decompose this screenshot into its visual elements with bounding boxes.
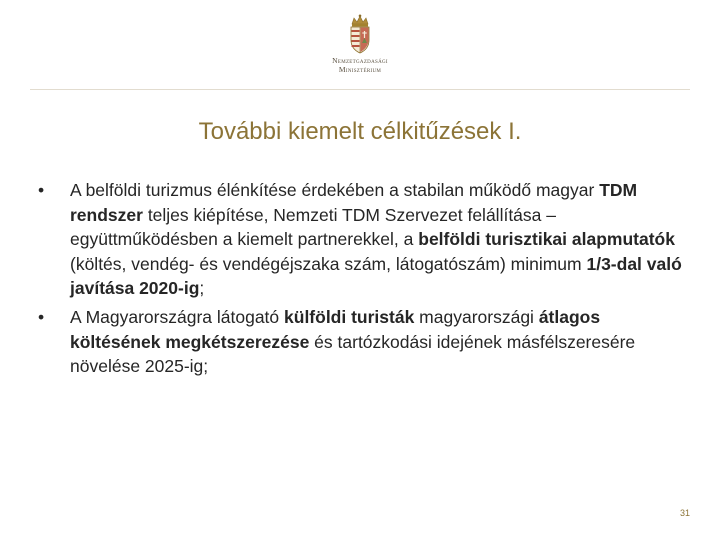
text-segment: ;: [199, 278, 205, 299]
bullet-item: [38, 305, 688, 379]
slide-title: További kiemelt célkitűzések I.: [198, 118, 522, 145]
bold-text-segment: belföldi turisztikai alapmutatók: [418, 229, 675, 250]
text-segment: A Magyarországra látogató: [70, 306, 285, 327]
bold-text-segment: átlagos költésének megkétszerezése: [70, 306, 601, 352]
page-number: 31: [679, 508, 690, 518]
ministry-logo: [316, 14, 404, 88]
text-segment: (költés, vendég- és vendégéjszaka szám, látogatószám) minimum: [70, 253, 587, 274]
text-segment: magyarországi: [414, 306, 539, 327]
bullet-text: [70, 307, 635, 376]
text-segment: és tartózkodási idejének másfélszeresére növelése 2025-ig;: [70, 331, 636, 377]
bullet-item: [38, 178, 688, 301]
text-segment: A belföldi turizmus élénkítése érdekében a stabilan működő magyar: [70, 180, 600, 200]
bold-text-segment: TDM rendszer: [70, 180, 638, 225]
logo-line-1: Nemzetgazdasági: [332, 56, 388, 65]
bullet-text: [70, 180, 682, 298]
logo-line-2: Minisztérium: [338, 65, 382, 74]
header-divider: [30, 89, 690, 90]
slide-header: [0, 0, 720, 90]
bold-text-segment: külföldi turisták: [284, 306, 415, 327]
bullet-glyph: •: [38, 180, 45, 200]
bold-text-segment: 1/3-dal való javítása 2020-ig: [70, 253, 682, 299]
bullet-list: [38, 178, 688, 383]
bullet-glyph: •: [38, 306, 45, 327]
text-segment: teljes kiépítése, Nemzeti TDM Szervezet felállítása – együttműködésben a kiemelt partnerekkel, a: [70, 204, 556, 250]
logo-ministry-name: [316, 56, 404, 74]
hungarian-coat-of-arms-icon: [347, 14, 373, 54]
